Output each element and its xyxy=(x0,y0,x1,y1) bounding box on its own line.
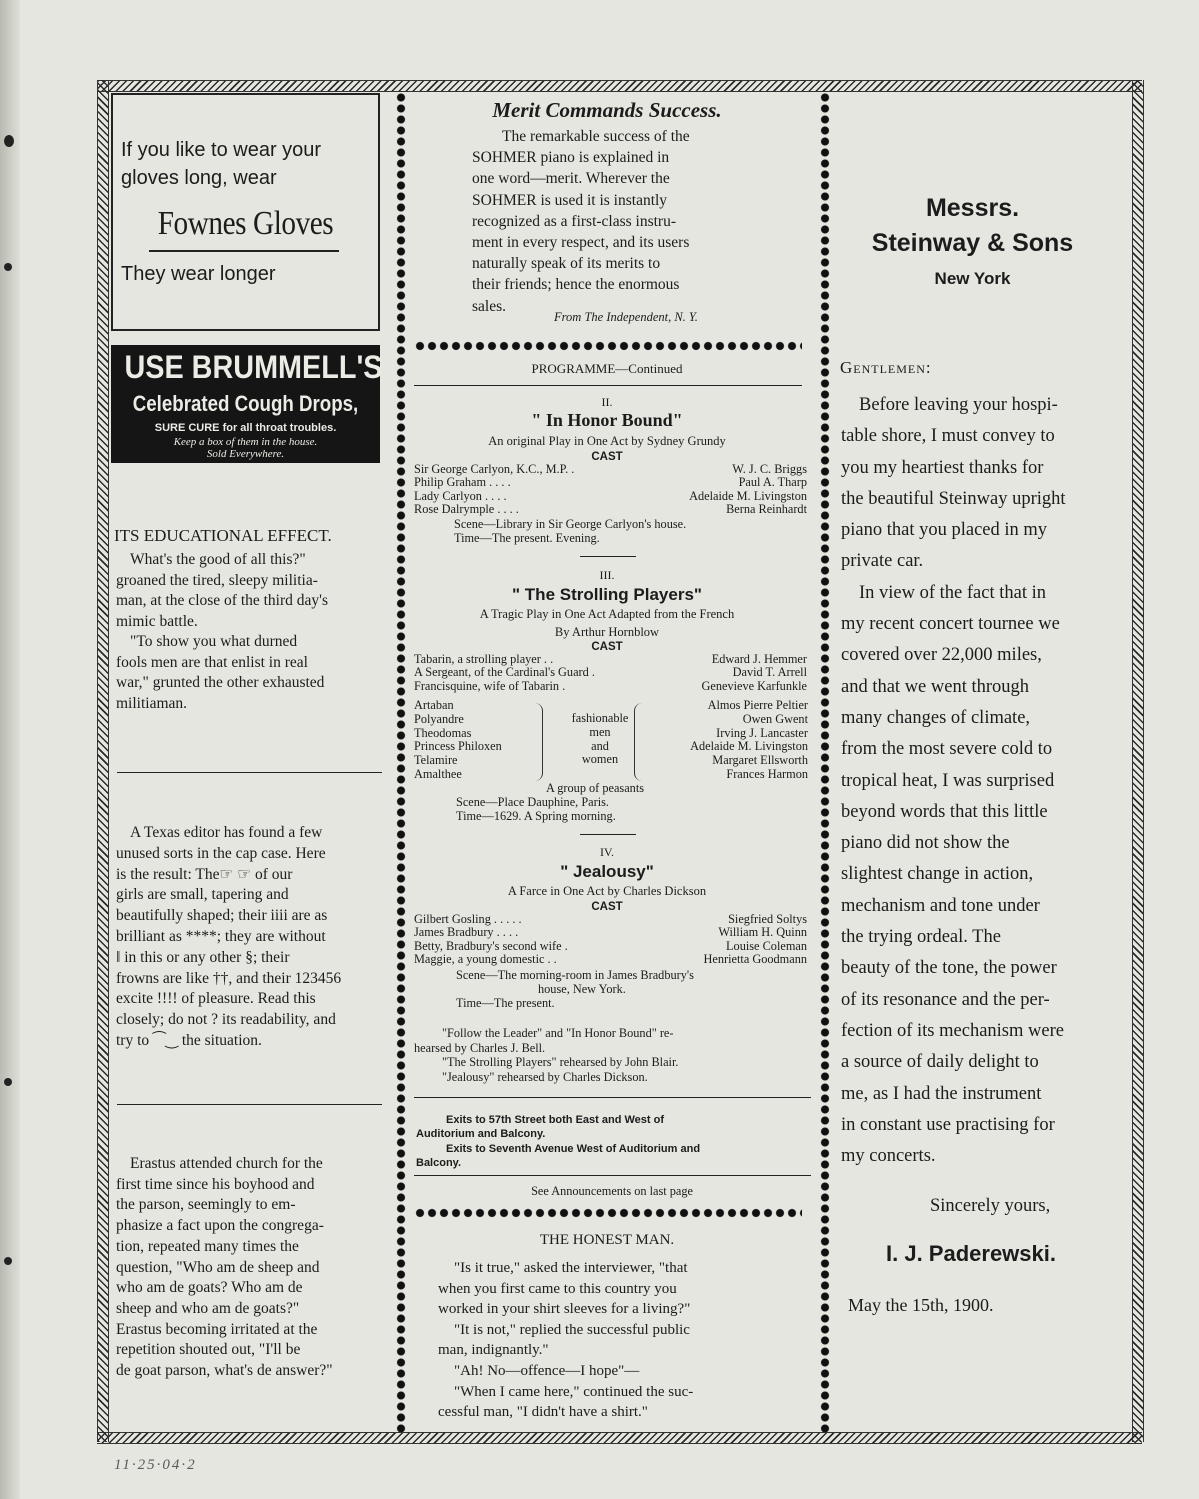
border-bottom xyxy=(97,1432,1142,1444)
group-actor: Margaret Ellsworth xyxy=(712,753,808,768)
cast-row xyxy=(414,940,807,953)
group-roles xyxy=(414,699,502,782)
fownes-tagline: They wear longer xyxy=(121,263,276,285)
text-line: when you first came to this country you xyxy=(438,1280,677,1297)
cast-actor: Louise Coleman xyxy=(726,938,807,953)
play3-time: Time—1629. A Spring morning. xyxy=(456,809,616,823)
text-line: closely; do not ? its readability, and xyxy=(116,1011,336,1029)
text-line: is the result: The☞ ☞ of our xyxy=(116,865,293,883)
fownes-ad xyxy=(111,93,380,331)
text-line: many changes of climate, xyxy=(841,707,1031,728)
text-line: "When I came here," continued the suc- xyxy=(454,1383,694,1400)
text-line: In view of the fact that in xyxy=(859,582,1046,603)
text-line: cessful man, "I didn't have a shirt." xyxy=(438,1404,648,1421)
text-line: me, as I had the instrument xyxy=(841,1083,1042,1104)
rehearsal-notes xyxy=(414,1026,806,1084)
text-line: worked in your shirt sleeves for a living?" xyxy=(438,1301,691,1318)
brummell-line1: SURE CURE for all throat troubles. xyxy=(154,422,337,434)
group-role: Princess Philoxen xyxy=(414,739,502,754)
text-line: A Texas editor has found a few xyxy=(130,824,323,841)
play4-scene2: house, New York. xyxy=(538,982,626,996)
cast-row xyxy=(414,666,807,679)
text-line: Erastus attended church for the xyxy=(130,1155,323,1172)
cast-role: Gilbert Gosling . . . . . xyxy=(414,912,522,926)
cast-actor: David T. Arrell xyxy=(732,665,807,680)
play3-numeral: III. xyxy=(599,568,615,582)
play3-author: By Arthur Hornblow xyxy=(554,625,660,639)
text-line: hearsed by Charles J. Bell. xyxy=(414,1040,546,1055)
erastus-body xyxy=(116,1154,388,1382)
play4-time: Time—The present. xyxy=(456,996,555,1010)
text-line: private car. xyxy=(841,551,924,572)
text-line: in constant use practising for xyxy=(841,1114,1055,1135)
cast-row xyxy=(414,953,807,966)
sohmer-title: Merit Commands Success. xyxy=(492,98,722,122)
play3-cast-label: CAST xyxy=(591,641,623,653)
cast-role: Betty, Bradbury's second wife . xyxy=(414,938,568,953)
cast-role: Maggie, a young domestic . . xyxy=(414,952,557,967)
text-line: brilliant as ****; they are without xyxy=(116,927,326,945)
fownes-line1: If you like to wear your xyxy=(121,139,322,161)
cast-role: Rose Dalrymple . . . . xyxy=(414,501,519,516)
cast-actor: W. J. C. Briggs xyxy=(732,462,807,476)
text-line: my concerts. xyxy=(841,1146,936,1167)
cast-role: Francisquine, wife of Tabarin . xyxy=(414,678,566,693)
addressee-steinway: Steinway & Sons xyxy=(871,229,1074,257)
text-line: mechanism and tone under xyxy=(841,895,1040,916)
text-line: SOHMER piano is explained in xyxy=(472,149,670,167)
cast-row xyxy=(414,680,807,693)
text-line: recognized as a first-class instru- xyxy=(472,212,677,230)
cast-actor: Edward J. Hemmer xyxy=(711,652,807,666)
text-line: war," grunted the other exhausted xyxy=(116,674,325,691)
binding-mark xyxy=(4,263,12,271)
cast-actor: William H. Quinn xyxy=(718,925,807,940)
play2-title: " In Honor Bound" xyxy=(531,410,683,430)
play2-cast-label: CAST xyxy=(591,451,623,463)
group-role: Artaban xyxy=(414,698,454,712)
left-brace xyxy=(534,703,543,781)
text-line: a source of daily delight to xyxy=(841,1052,1039,1073)
text-line: fools men are that enlist in real xyxy=(116,653,308,671)
text-line: de goat parson, what's de answer?" xyxy=(116,1362,333,1380)
fownes-line2: gloves long, wear xyxy=(121,167,277,189)
wavy-divider xyxy=(414,1207,802,1219)
text-line: slightest change in action, xyxy=(841,864,1034,885)
cast-row xyxy=(414,926,807,939)
text-line: groaned the tired, sleepy militia- xyxy=(116,571,318,589)
play3-scene: Scene—Place Dauphine, Paris. xyxy=(456,795,609,809)
programme-rule xyxy=(414,385,802,386)
honest-title: THE HONEST MAN. xyxy=(539,1232,675,1248)
play2-time: Time—The present. Evening. xyxy=(454,531,600,545)
text-line: SOHMER is used it is instantly xyxy=(472,191,668,209)
group-role: Amalthee xyxy=(414,766,462,781)
text-line: "The Strolling Players" rehearsed by John Blair. xyxy=(442,1055,679,1069)
play3-title: " The Strolling Players" xyxy=(512,585,702,604)
cast-actor: Henrietta Goodmann xyxy=(703,952,807,967)
text-line: "Is it true," asked the interviewer, "that xyxy=(454,1260,688,1276)
play3-subtitle: A Tragic Play in One Act Adapted from the French xyxy=(479,607,735,621)
group-label-line: and xyxy=(591,738,609,753)
text-line: ment in every respect, and its users xyxy=(472,234,690,252)
group-role: Polyandre xyxy=(414,711,464,726)
short-rule xyxy=(580,556,636,557)
play4-title: " Jealousy" xyxy=(560,862,654,881)
texas-body xyxy=(116,823,382,1052)
group-actor: Almos Pierre Peltier xyxy=(707,698,808,712)
educational-title: ITS EDUCATIONAL EFFECT. xyxy=(114,526,332,545)
text-line: their friends; hence the enormous xyxy=(472,276,680,294)
play2-scene: Scene—Library in Sir George Carlyon's house. xyxy=(454,517,687,531)
play2-subtitle: An original Play in One Act by Sydney Grundy xyxy=(488,434,726,448)
cast-actor: Adelaide M. Livingston xyxy=(689,488,807,503)
cast-role: Philip Graham . . . . xyxy=(414,475,511,490)
educational-body xyxy=(116,550,382,714)
text-line: first time since his boyhood and xyxy=(116,1175,315,1193)
text-line: phasize a fact upon the congrega- xyxy=(116,1217,324,1235)
border-left xyxy=(97,80,109,1442)
cast-row xyxy=(414,476,807,489)
text-line: from the most severe cold to xyxy=(841,739,1053,760)
exits-rule xyxy=(414,1097,811,1098)
honest-body xyxy=(438,1258,790,1423)
text-line: sales. xyxy=(472,297,507,315)
text-line: mimic battle. xyxy=(116,612,198,630)
text-line: the beautiful Steinway upright xyxy=(841,488,1066,509)
group-role: Telamire xyxy=(414,753,458,768)
border-top xyxy=(97,80,1142,92)
binding-mark xyxy=(4,1078,12,1086)
section-rule xyxy=(117,1104,382,1105)
cast-row xyxy=(414,503,807,516)
signature: I. J. Paderewski. xyxy=(886,1241,1056,1266)
play4-scene1: Scene—The morning-room in James Bradbury's xyxy=(456,968,694,982)
wavy-divider xyxy=(414,340,802,352)
text-line: try to ⁀‿ the situation. xyxy=(116,1031,262,1049)
text-line: ‖ in this or any other §; their xyxy=(116,948,290,966)
text-line: "It is not," replied the successful public xyxy=(454,1321,690,1338)
group-actors xyxy=(640,699,808,782)
text-line: of its resonance and the per- xyxy=(841,989,1050,1010)
brummell-ad xyxy=(111,345,383,463)
cast-actor: Paul A. Tharp xyxy=(738,475,807,490)
group-role: Theodomas xyxy=(414,725,472,740)
text-line: frowns are like ††, and their 123456 xyxy=(116,969,342,987)
fownes-underline xyxy=(149,250,339,252)
sohmer-body xyxy=(472,126,744,317)
binding-mark xyxy=(4,1257,12,1265)
text-line: "Ah! No—offence—I hope"— xyxy=(454,1362,640,1379)
cast-actor: Siegfried Soltys xyxy=(728,912,807,926)
text-line: covered over 22,000 miles, xyxy=(841,645,1042,666)
text-line: "To show you what durned xyxy=(130,633,298,650)
text-line: The remarkable success of the xyxy=(502,128,690,145)
closing: Sincerely yours, xyxy=(930,1196,1051,1216)
cast-row xyxy=(414,913,807,926)
letter-date: May the 15th, 1900. xyxy=(848,1295,994,1315)
salutation: Gentlemen: xyxy=(840,358,932,377)
text-line: Exits to 57th Street both East and West of xyxy=(446,1114,664,1126)
cast-role: Sir George Carlyon, K.C., M.P. . xyxy=(414,462,575,476)
play4-subtitle: A Farce in One Act by Charles Dickson xyxy=(507,884,707,898)
text-line: Auditorium and Balcony. xyxy=(416,1128,546,1141)
sohmer-source: From The Independent, N. Y. xyxy=(554,310,698,324)
text-line: the trying ordeal. The xyxy=(841,927,1001,948)
border-right xyxy=(1132,80,1144,1442)
text-line: piano that you placed in my xyxy=(841,520,1048,541)
group-actor: Irving J. Lancaster xyxy=(716,725,808,740)
addressee-newyork: New York xyxy=(934,269,1011,288)
exits-rule xyxy=(414,1175,811,1176)
group-actor: Owen Gwent xyxy=(742,711,808,726)
play2-cast-list xyxy=(414,463,807,516)
group-label-line: men xyxy=(589,724,611,739)
cast-row xyxy=(414,653,807,666)
divider-right xyxy=(819,92,831,1432)
text-line: table shore, I must convey to xyxy=(841,426,1055,447)
text-line: tion, repeated many times the xyxy=(116,1237,299,1255)
play3-peasants: A group of peasants xyxy=(546,781,645,795)
text-line: Before leaving your hospi- xyxy=(859,395,1058,415)
exits-notice xyxy=(416,1113,811,1170)
cast-role: James Bradbury . . . . xyxy=(414,925,519,940)
text-line: beyond words that this little xyxy=(841,801,1048,822)
text-line: one word—merit. Wherever the xyxy=(472,170,670,188)
text-line: What's the good of all this?" xyxy=(130,551,306,568)
announcements: See Announcements on last page xyxy=(531,1184,693,1198)
brummell-line2: Keep a box of them in the house. xyxy=(173,436,318,448)
binding-edge xyxy=(0,0,20,1499)
text-line: you my heartiest thanks for xyxy=(841,457,1044,478)
text-line: Erastus becoming irritated at the xyxy=(116,1320,318,1338)
text-line: excite !!!! of pleasure. Read this xyxy=(116,990,316,1008)
play4-cast-list xyxy=(414,913,807,967)
group-actor: Adelaide M. Livingston xyxy=(690,739,808,754)
divider-left xyxy=(395,92,407,1432)
fownes-brand: Fownes Gloves xyxy=(157,205,334,242)
handwritten-note: 11·25·04·2 xyxy=(114,1457,197,1473)
group-actor: Frances Harmon xyxy=(726,766,808,781)
cast-actor: Genevieve Karfunkle xyxy=(701,678,807,693)
letter-body xyxy=(841,390,1113,1172)
text-line: Exits to Seventh Avenue West of Auditorium and xyxy=(446,1142,701,1155)
play4-numeral: IV. xyxy=(599,845,615,859)
group-label-line: women xyxy=(581,752,619,767)
text-line: sheep and who am de goats?" xyxy=(116,1299,300,1317)
text-line: girls are small, tapering and xyxy=(116,886,289,904)
text-line: piano did not show the xyxy=(841,833,1010,854)
cast-row xyxy=(414,463,807,476)
text-line: the parson, seemingly to em- xyxy=(116,1196,296,1214)
play4-cast-label: CAST xyxy=(591,901,623,913)
text-line: tropical heat, I was surprised xyxy=(841,770,1055,791)
cast-actor: Berna Reinhardt xyxy=(726,501,807,516)
text-line: beauty of the tone, the power xyxy=(841,958,1057,979)
cast-role: Tabarin, a strolling player . . xyxy=(414,652,554,666)
brummell-subhead: Celebrated Cough Drops, xyxy=(132,391,359,416)
text-line: militiaman. xyxy=(116,694,188,712)
cast-role: A Sergeant, of the Cardinal's Guard . xyxy=(414,665,595,680)
text-line: naturally speak of its merits to xyxy=(472,255,661,273)
text-line: man, indignantly." xyxy=(438,1342,549,1359)
brummell-headline: USE BRUMMELL'S xyxy=(124,349,383,385)
short-rule xyxy=(580,834,636,835)
cast-role: Lady Carlyon . . . . xyxy=(414,488,507,503)
group-label-line: fashionable xyxy=(571,711,629,725)
text-line: "Jealousy" rehearsed by Charles Dickson. xyxy=(442,1069,648,1084)
text-line: fection of its mechanism were xyxy=(841,1020,1064,1041)
text-line: man, at the close of the third day's xyxy=(116,592,328,609)
text-line: question, "Who am de sheep and xyxy=(116,1258,320,1276)
text-line: who am de goats? Who am de xyxy=(116,1279,303,1297)
brummell-line3: Sold Everywhere. xyxy=(206,448,285,460)
text-line: unused sorts in the cap case. Here xyxy=(116,844,326,862)
section-rule xyxy=(117,772,382,773)
text-line: and that we went through xyxy=(841,676,1030,697)
play2-numeral: II. xyxy=(601,395,613,409)
text-line: beautifully shaped; their iiii are as xyxy=(116,907,328,925)
cast-row xyxy=(414,490,807,503)
text-line: "Follow the Leader" and "In Honor Bound" re- xyxy=(442,1026,674,1040)
text-line: repetition shouted out, "I'll be xyxy=(116,1341,301,1359)
programme-header: PROGRAMME—Continued xyxy=(531,361,683,376)
binding-mark xyxy=(4,135,14,147)
text-line: Balcony. xyxy=(416,1156,462,1169)
play3-cast-list xyxy=(414,653,807,693)
addressee-messrs: Messrs. xyxy=(925,194,1020,222)
text-line: my recent concert tournee we xyxy=(841,614,1060,635)
